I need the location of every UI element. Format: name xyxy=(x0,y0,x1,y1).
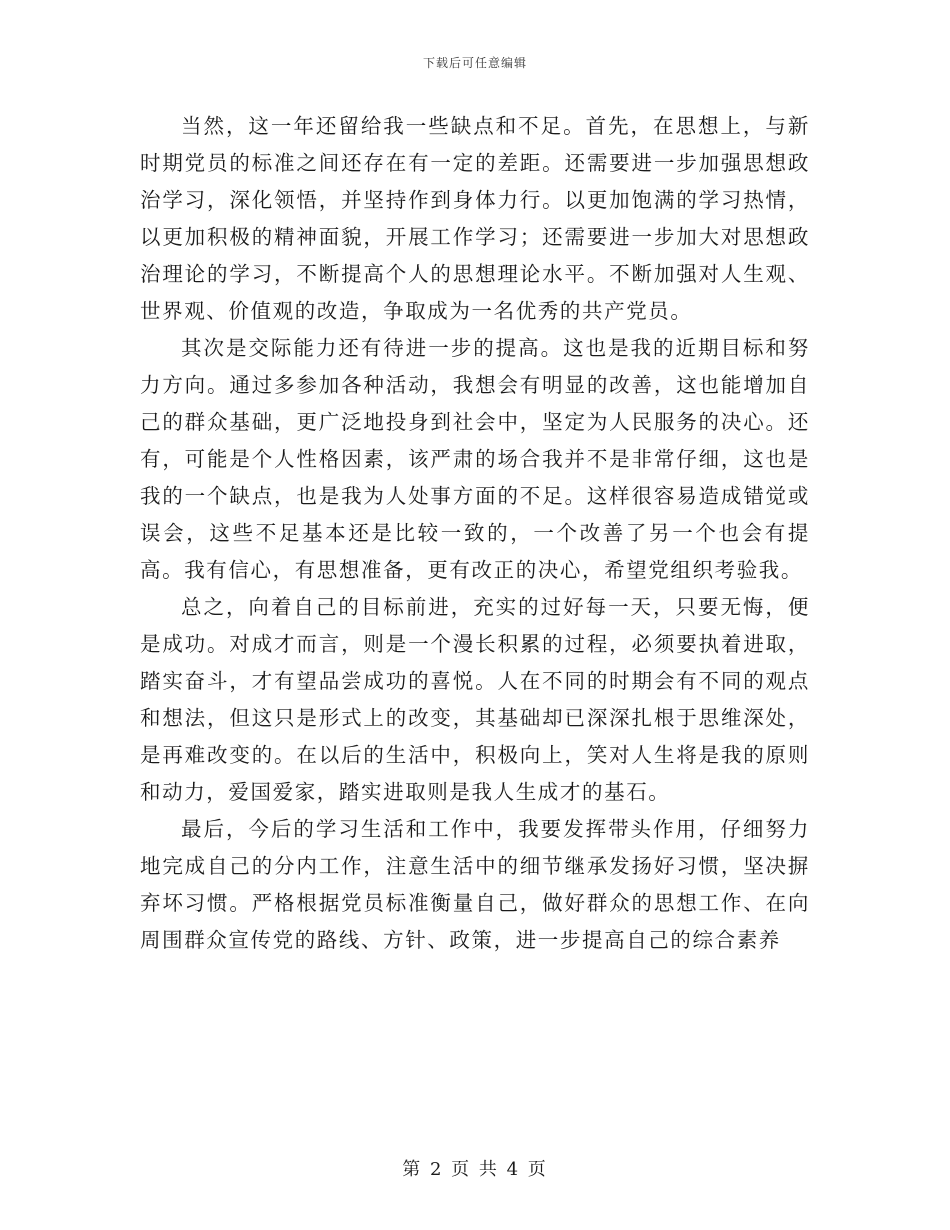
paragraph-3: 总之，向着自己的目标前进，充实的过好每一天，只要无悔，便是成功。对成才而言，则是一个漫长积累的过程，必须要执着进取，踏实奋斗，才有望品尝成功的喜悦。人在不同的时期会有不同的观点和想法，但这只是形式上的改变，其基础却已深深扎根于思维深处，是再难改变的。在以后的生活中，积极向上，笑对人生将是我的原则和动力，爱国爱家，踏实进取则是我人生成才的基石。 xyxy=(140,595,810,804)
page-header: 下载后可任意编辑 xyxy=(422,56,527,70)
document-body xyxy=(140,108,810,959)
paragraph-1: 当然，这一年还留给我一些缺点和不足。首先，在思想上，与新时期党员的标准之间还存在有一定的差距。还需要进一步加强思想政治学习，深化领悟，并坚持作到身体力行。以更加饱满的学习热情，以更加积极的精神面貌，开展工作学习；还需要进一步加大对思想政治理论的学习，不断提高个人的思想理论水平。不断加强对人生观、世界观、价值观的改造，争取成为一名优秀的共产党员。 xyxy=(140,114,810,323)
paragraph-4: 最后，今后的学习生活和工作中，我要发挥带头作用，仔细努力地完成自己的分内工作，注意生活中的细节继承发扬好习惯，坚决摒弃坏习惯。严格根据党员标准衡量自己，做好群众的思想工作、在向周围群众宣传党的路线、方针、政策，进一步提高自己的综合素养 xyxy=(140,817,810,952)
paragraph-2: 其次是交际能力还有待进一步的提高。这也是我的近期目标和努力方向。通过多参加各种活动，我想会有明显的改善，这也能增加自己的群众基础，更广泛地投身到社会中，坚定为人民服务的决心。还有，可能是个人性格因素，该严肃的场合我并不是非常仔细，这也是我的一个缺点，也是我为人处事方面的不足。这样很容易造成错觉或误会，这些不足基本还是比较一致的，一个改善了另一个也会有提高。我有信心，有思想准备，更有改正的决心，希望党组织考验我。 xyxy=(140,336,810,582)
page-number: 第 2 页 共 4 页 xyxy=(402,1159,548,1180)
